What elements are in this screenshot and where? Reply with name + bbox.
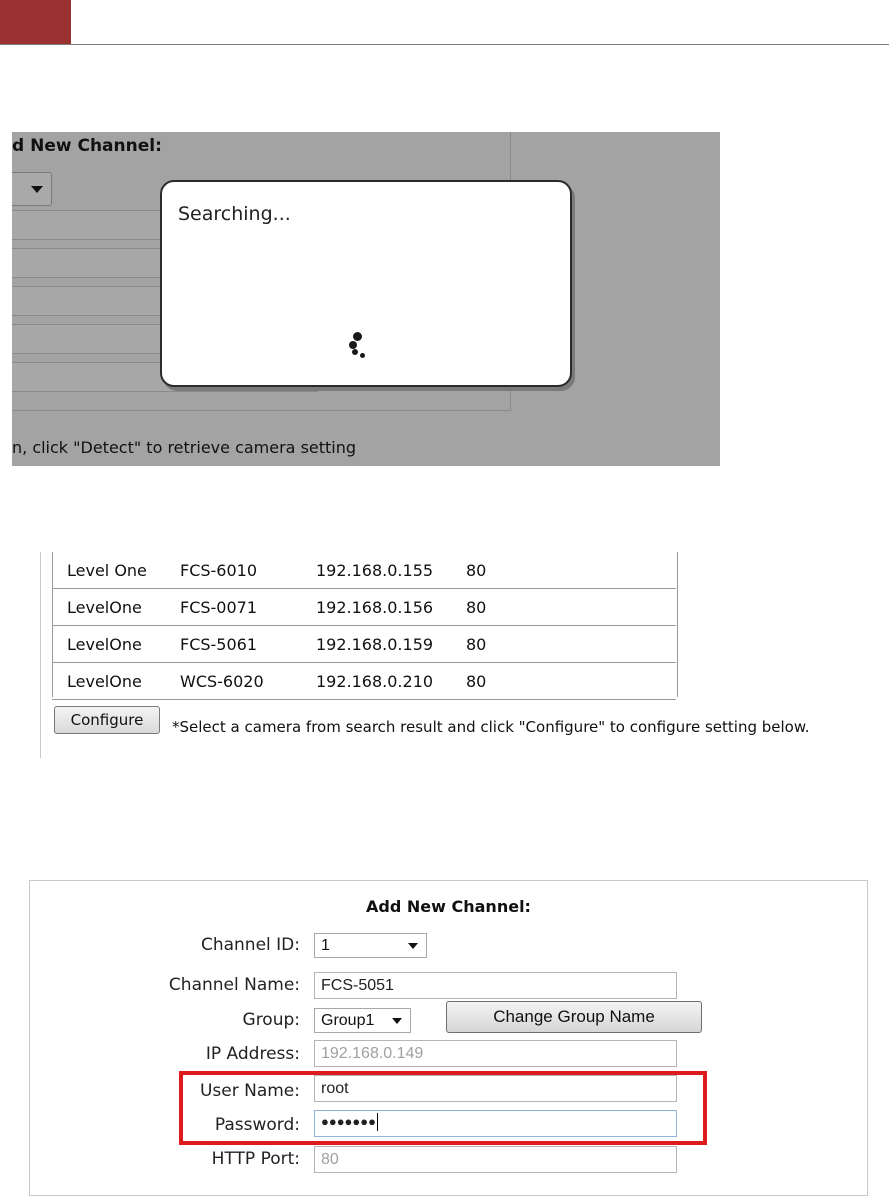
group-value: Group1 [321,1012,375,1029]
vendor-cell: Level One [52,552,180,589]
table-row[interactable] [52,552,676,589]
search-results-screenshot [40,552,840,758]
group-label: Group: [242,1010,300,1030]
search-results-table [52,552,676,700]
ip-cell: 192.168.0.155 [316,552,466,589]
chevron-down-icon [392,1018,402,1024]
port-cell: 80 [466,589,676,626]
form-title: Add New Channel: [366,897,531,916]
panel-left-border [40,552,41,758]
model-cell: FCS-0071 [180,589,316,626]
user-name-label: User Name: [199,1081,300,1101]
channel-name-input[interactable] [314,972,677,999]
searching-message: Searching... [178,203,291,225]
loading-dots-icon [347,332,377,364]
ip-cell: 192.168.0.210 [316,663,466,700]
table-row[interactable] [52,626,676,663]
configure-note: *Select a camera from search result and click "Configure" to configure setting below. [172,718,810,736]
dialog-title: d New Channel: [12,136,162,156]
change-group-name-button[interactable]: Change Group Name [446,1001,702,1033]
channel-id-select[interactable] [314,933,427,958]
ip-cell: 192.168.0.159 [316,626,466,663]
vendor-cell: LevelOne [52,663,180,700]
table-row[interactable] [52,589,676,626]
detect-hint: n, click "Detect" to retrieve camera setting [12,438,357,457]
header-accent-block [0,0,71,44]
port-cell: 80 [466,552,676,589]
chevron-down-icon [31,186,43,193]
ip-cell: 192.168.0.156 [316,589,466,626]
ip-address-input[interactable] [314,1040,677,1067]
channel-id-value: 1 [321,937,330,954]
model-cell: FCS-5061 [180,626,316,663]
password-label: Password: [214,1115,300,1135]
ip-address-label: IP Address: [205,1044,300,1064]
table-row[interactable] [52,663,676,700]
http-port-label: HTTP Port: [211,1149,300,1169]
port-cell: 80 [466,663,676,700]
password-mask: ●●●●●●● [321,1114,376,1130]
http-port-input[interactable] [314,1146,677,1173]
add-channel-form [29,880,868,1196]
chevron-down-icon [408,943,418,949]
channel-id-label: Channel ID: [200,935,300,955]
model-cell: FCS-6010 [180,552,316,589]
group-select[interactable] [314,1008,411,1033]
vendor-cell: LevelOne [52,626,180,663]
configure-button[interactable]: Configure [54,706,160,734]
vendor-cell: LevelOne [52,589,180,626]
channel-id-select-dimmed [12,172,52,206]
credentials-highlight-box [179,1071,707,1145]
header-rule [0,44,889,45]
model-cell: WCS-6020 [180,663,316,700]
port-cell: 80 [466,626,676,663]
searching-modal [160,180,572,387]
channel-name-label: Channel Name: [168,975,300,995]
searching-screenshot [12,132,720,466]
